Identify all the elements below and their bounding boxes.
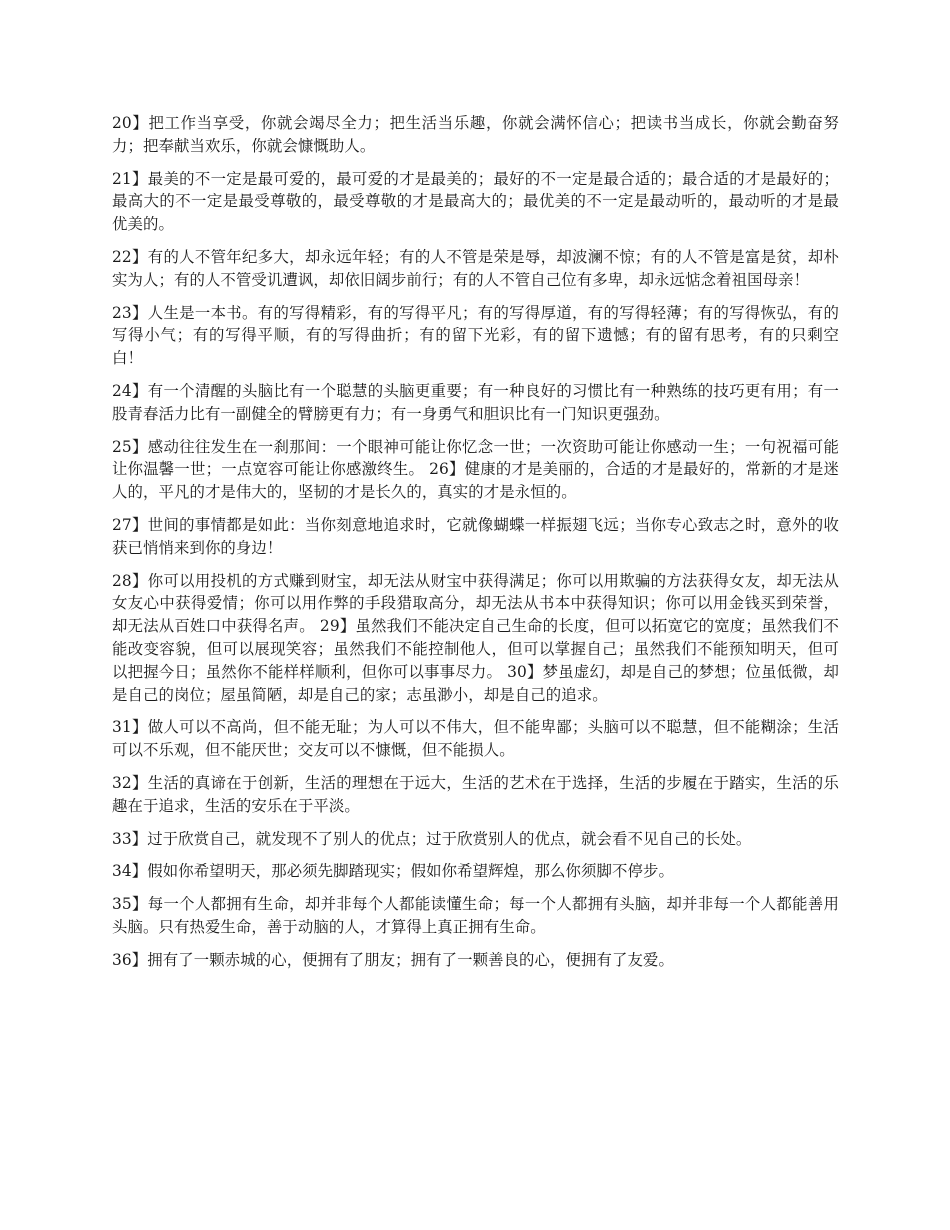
paragraph-23: 23】人生是一本书。有的写得精彩，有的写得平凡；有的写得厚道，有的写得轻薄；有的写得恢弘，有的写得小气；有的写得平顺，有的写得曲折；有的留下光彩，有的留下遗憾；有的留有思考，有的只剩空白！: [112, 303, 839, 368]
paragraph-22: 22】有的人不管年纪多大，却永远年轻；有的人不管是荣是辱，却波澜不惊；有的人不管是富是贫，却朴实为人；有的人不管受讥遭讽，却依旧阔步前行；有的人不管自己位有多卑，却永远惦念着祖国母亲！: [112, 247, 839, 289]
paragraph-24: 24】有一个清醒的头脑比有一个聪慧的头脑更重要；有一种良好的习惯比有一种熟练的技巧更有用；有一股青春活力比有一副健全的臂膀更有力；有一身勇气和胆识比有一门知识更强劲。: [112, 381, 839, 423]
paragraph-21: 21】最美的不一定是最可爱的，最可爱的才是最美的；最好的不一定是最合适的；最合适的才是最好的；最高大的不一定是最受尊敬的，最受尊敬的才是最高大的；最优美的不一定是最动听的，最动听的才是最优美的。: [112, 169, 839, 234]
paragraph-34: 34】假如你希望明天，那必须先脚踏现实；假如你希望辉煌，那么你须脚不停步。: [112, 862, 674, 881]
paragraph-35: 35】每一个人都拥有生命，却并非每个人都能读懂生命；每一个人都拥有头脑，却并非每一个人都能善用头脑。只有热爱生命，善于动脑的人，才算得上真正拥有生命。: [112, 895, 839, 936]
paragraph-31: 31】做人可以不高尚，但不能无耻；为人可以不伟大，但不能卑鄙；头脑可以不聪慧，但不能糊涂；生活可以不乐观，但不能厌世；交友可以不慷慨，但不能损人。: [112, 718, 839, 760]
paragraph-36: 36】拥有了一颗赤城的心，便拥有了朋友；拥有了一颗善良的心，便拥有了友爱。: [112, 950, 674, 969]
paragraph-27: 27】世间的事情都是如此：当你刻意地追求时，它就像蝴蝶一样振翅飞远；当你专心致志之时，意外的收获已悄悄来到你的身边！: [112, 515, 839, 557]
document-body: [112, 112, 839, 982]
paragraph-20: 20】把工作当享受，你就会竭尽全力；把生活当乐趣，你就会满怀信心；把读书当成长，你就会勤奋努力；把奉献当欢乐，你就会慷慨助人。: [112, 114, 839, 155]
paragraph-33: 33】过于欣赏自己，就发现不了别人的优点；过于欣赏别人的优点，就会看不见自己的长处。: [112, 829, 752, 848]
paragraph-28-30: 28】你可以用投机的方式赚到财宝，却无法从财宝中获得满足；你可以用欺骗的方法获得女友，却无法从女友心中获得爱情；你可以用作弊的手段猎取高分，却无法从书本中获得知识；你可以用金钱买到荣誉，却无法从百姓口中获得名声。 29】虽然我们不能决定自己生命的长度，但可以拓宽它的宽度；虽然我们不能改变容貌，但可以展现笑容；虽然我们不能控制他人，但可以掌握自己；虽然我们不能预知明天，但可以把握今日；虽然你不能样样顺利，但你可以事事尽力。 30】梦虽虚幻，却是自己的梦想；位虽低微，却是自己的岗位；屋虽简陋，却是自己的家；志虽渺小，却是自己的追求。: [112, 571, 839, 704]
paragraph-25-26: 25】感动往往发生在一刹那间：一个眼神可能让你忆念一世；一次资助可能让你感动一生；一句祝福可能让你温馨一世；一点宽容可能让你感激终生。 26】健康的才是美丽的，合适的才是最好的，常新的才是迷人的，平凡的才是伟大的，坚韧的才是长久的，真实的才是永恒的。: [112, 437, 839, 502]
paragraph-32: 32】生活的真谛在于创新，生活的理想在于远大，生活的艺术在于选择，生活的步履在于踏实，生活的乐趣在于追求，生活的安乐在于平淡。: [112, 773, 839, 815]
